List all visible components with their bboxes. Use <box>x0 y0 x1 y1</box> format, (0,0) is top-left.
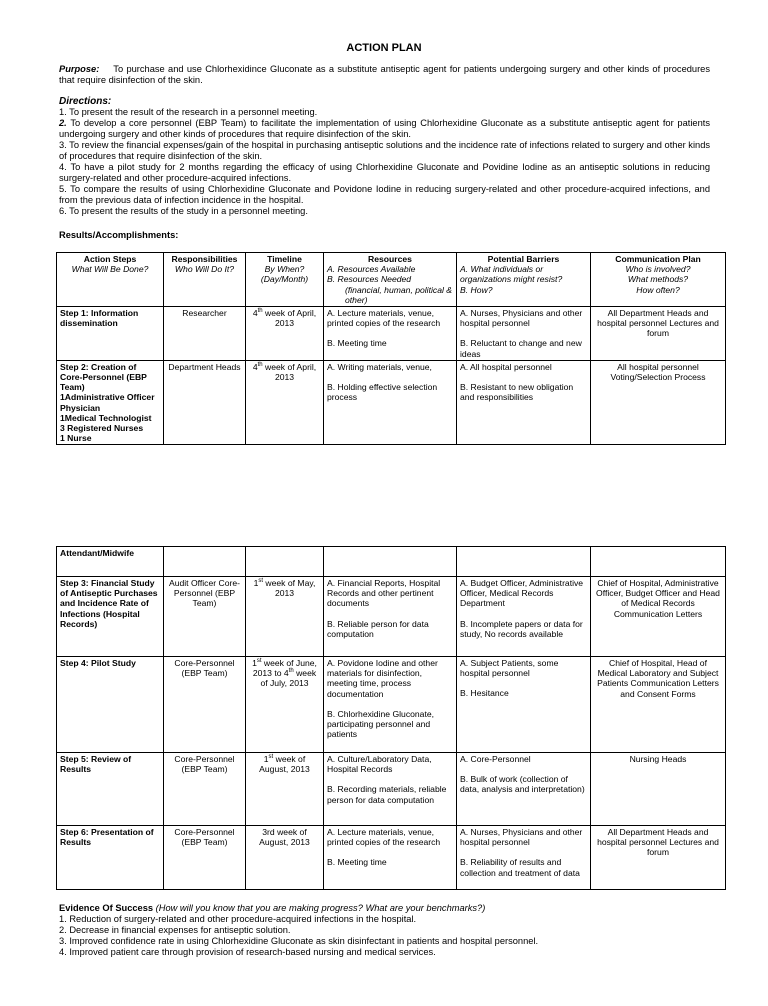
step4-communication: Chief of Hospital, Head of Medical Laboratory and Subject Patients Communication Letters and Consent Forms <box>591 657 726 753</box>
direction-item-5: 5. To compare the results of using Chlorhexidine Gluconate and Povidone Iodine in reducing surgery-related and other procedure-acquired infections, and from the previous data of infection incidence in the hospital. <box>59 184 710 205</box>
header-potential-barriers: Potential Barriers A. What individuals or organizations might resist? B. How? <box>457 253 591 307</box>
step6-communication: All Department Heads and hospital personnel Lectures and forum <box>591 826 726 890</box>
direction-item-2-number: 2. <box>59 118 67 128</box>
purpose-section <box>59 64 710 86</box>
step3-timeline: 1st week of May, 2013 <box>246 577 324 657</box>
evidence-item-3: 3. Improved confidence rate in using Chlorhexidine Gluconate as skin disinfectant in patients and hospital personnel. <box>59 936 539 946</box>
step1-resources: A. Lecture materials, venue, printed copies of the research B. Meeting time <box>324 307 457 361</box>
step6-barriers: A. Nurses, Physicians and other hospital personnel B. Reliability of results and collection and treatment of data <box>457 826 591 890</box>
purpose-label: Purpose: <box>59 64 100 74</box>
table-row <box>57 360 726 445</box>
direction-item-2-text: To develop a core personnel (EBP Team) to facilitate the implementation of using Chlorhexidine Gluconate as a substitute antiseptic agent for patients undergoing surgery and other kinds of procedures that require disinfection of the skin. <box>59 118 710 139</box>
direction-item-6: 6. To present the results of the study in a personnel meeting. <box>59 206 308 216</box>
table-row <box>57 577 726 657</box>
table-row <box>57 753 726 826</box>
step1-responsibility: Researcher <box>164 307 246 361</box>
step5-resources: A. Culture/Laboratory Data, Hospital Records B. Recording materials, reliable person for data computation <box>324 753 457 826</box>
step1-timeline: 4th week of April, 2013 <box>246 307 324 361</box>
step4-timeline: 1st week of June, 2013 to 4th week of July, 2013 <box>246 657 324 753</box>
step2-timeline: 4th week of April, 2013 <box>246 360 324 445</box>
table-row <box>57 547 726 577</box>
direction-item-4: 4. To have a pilot study for 2 months regarding the efficacy of using Chlorhexidine Gluconate and Povidine Iodine as an antiseptic solutions in reducing surgery-related and other procedure-acquired infections. <box>59 162 710 183</box>
direction-item-3: 3. To review the financial expenses/gain of the hospital in purchasing antiseptic solutions and the incidence rate of infections related to surgery and other kinds of procedures that require disinfection of the skin. <box>59 140 711 161</box>
step1-action: Step 1: Information dissemination <box>57 307 164 361</box>
step3-resources: A. Financial Reports, Hospital Records and other pertinent documents B. Reliable person for data computation <box>324 577 457 657</box>
step3-responsibility: Audit Officer Core-Personnel (EBP Team) <box>164 577 246 657</box>
header-action-steps: Action Steps What Will Be Done? <box>57 253 164 307</box>
directions-label: Directions: <box>59 96 112 107</box>
step2-barriers: A. All hospital personnel B. Resistant to new obligation and responsibilities <box>457 360 591 445</box>
step1-communication: All Department Heads and hospital personnel Lectures and forum <box>591 307 726 361</box>
step2-resources: A. Writing materials, venue, B. Holding effective selection process <box>324 360 457 445</box>
step3-barriers: A. Budget Officer, Administrative Officer, Medical Records Department B. Incomplete papers or data for study, No records available <box>457 577 591 657</box>
purpose-text: To purchase and use Chlorhexidince Gluconate as a substitute antiseptic agent for patients undergoing surgery and other kinds of procedures that require disinfection of the skin. <box>59 64 710 85</box>
evidence-question: (How will you know that you are making progress? What are your benchmarks?) <box>155 903 486 913</box>
step2-communication: All hospital personnel Voting/Selection Process <box>591 360 726 445</box>
table-header-row <box>57 253 726 307</box>
header-responsibilities: Responsibilities Who Will Do It? <box>164 253 246 307</box>
header-communication-plan: Communication Plan Who is involved? What methods? How often? <box>591 253 726 307</box>
table-row <box>57 657 726 753</box>
step4-resources: A. Povidone Iodine and other materials for disinfection, meeting time, process documentation B. Chlorhexidine Gluconate, participating personnel and patients <box>324 657 457 753</box>
action-plan-table-part-2 <box>56 546 726 890</box>
step5-barriers: A. Core-Personnel B. Bulk of work (collection of data, analysis and interpretation) <box>457 753 591 826</box>
step3-communication: Chief of Hospital, Administrative Officer, Budget Officer and Head of Medical Records Communication Letters <box>591 577 726 657</box>
evidence-label: Evidence Of Success <box>59 903 154 913</box>
step2-action-continued: Attendant/Midwife <box>57 547 164 577</box>
step3-action: Step 3: Financial Study of Antiseptic Purchases and Incidence Rate of Infections (Hospital Records) <box>57 577 164 657</box>
step6-responsibility: Core-Personnel (EBP Team) <box>164 826 246 890</box>
step5-responsibility: Core-Personnel (EBP Team) <box>164 753 246 826</box>
evidence-item-2: 2. Decrease in financial expenses for antiseptic solution. <box>59 925 291 935</box>
directions-section <box>59 96 710 217</box>
step2-responsibility: Department Heads <box>164 360 246 445</box>
step5-action: Step 5: Review of Results <box>57 753 164 826</box>
header-resources: Resources A. Resources Available B. Resources Needed (financial, human, political & other) <box>324 253 457 307</box>
results-label: Results/Accomplishments: <box>59 230 179 240</box>
evidence-section <box>59 903 710 958</box>
page-title: ACTION PLAN <box>346 42 422 54</box>
header-timeline: Timeline By When? (Day/Month) <box>246 253 324 307</box>
direction-item-1: 1. To present the result of the research in a personnel meeting. <box>59 107 318 117</box>
table-row <box>57 307 726 361</box>
evidence-item-4: 4. Improved patient care through provision of research-based nursing and medical services. <box>59 947 436 957</box>
step4-barriers: A. Subject Patients, some hospital personnel B. Hesitance <box>457 657 591 753</box>
step1-barriers: A. Nurses, Physicians and other hospital personnel B. Reluctant to change and new ideas <box>457 307 591 361</box>
step5-timeline: 1st week of August, 2013 <box>246 753 324 826</box>
step2-action: Step 2: Creation of Core-Personnel (EBP Team) 1Administrative Officer Physician 1Medical Technologist 3 Registered Nurses 1 Nurse <box>57 360 164 445</box>
step4-responsibility: Core-Personnel (EBP Team) <box>164 657 246 753</box>
step6-timeline: 3rd week of August, 2013 <box>246 826 324 890</box>
step6-resources: A. Lecture materials, venue, printed copies of the research B. Meeting time <box>324 826 457 890</box>
step6-action: Step 6: Presentation of Results <box>57 826 164 890</box>
evidence-item-1: 1. Reduction of surgery-related and other procedure-acquired infections in the hospital. <box>59 914 417 924</box>
step4-action: Step 4: Pilot Study <box>57 657 164 753</box>
action-plan-table-part-1 <box>56 252 726 445</box>
direction-item-2 <box>59 118 710 140</box>
step5-communication: Nursing Heads <box>591 753 726 826</box>
table-row <box>57 826 726 890</box>
